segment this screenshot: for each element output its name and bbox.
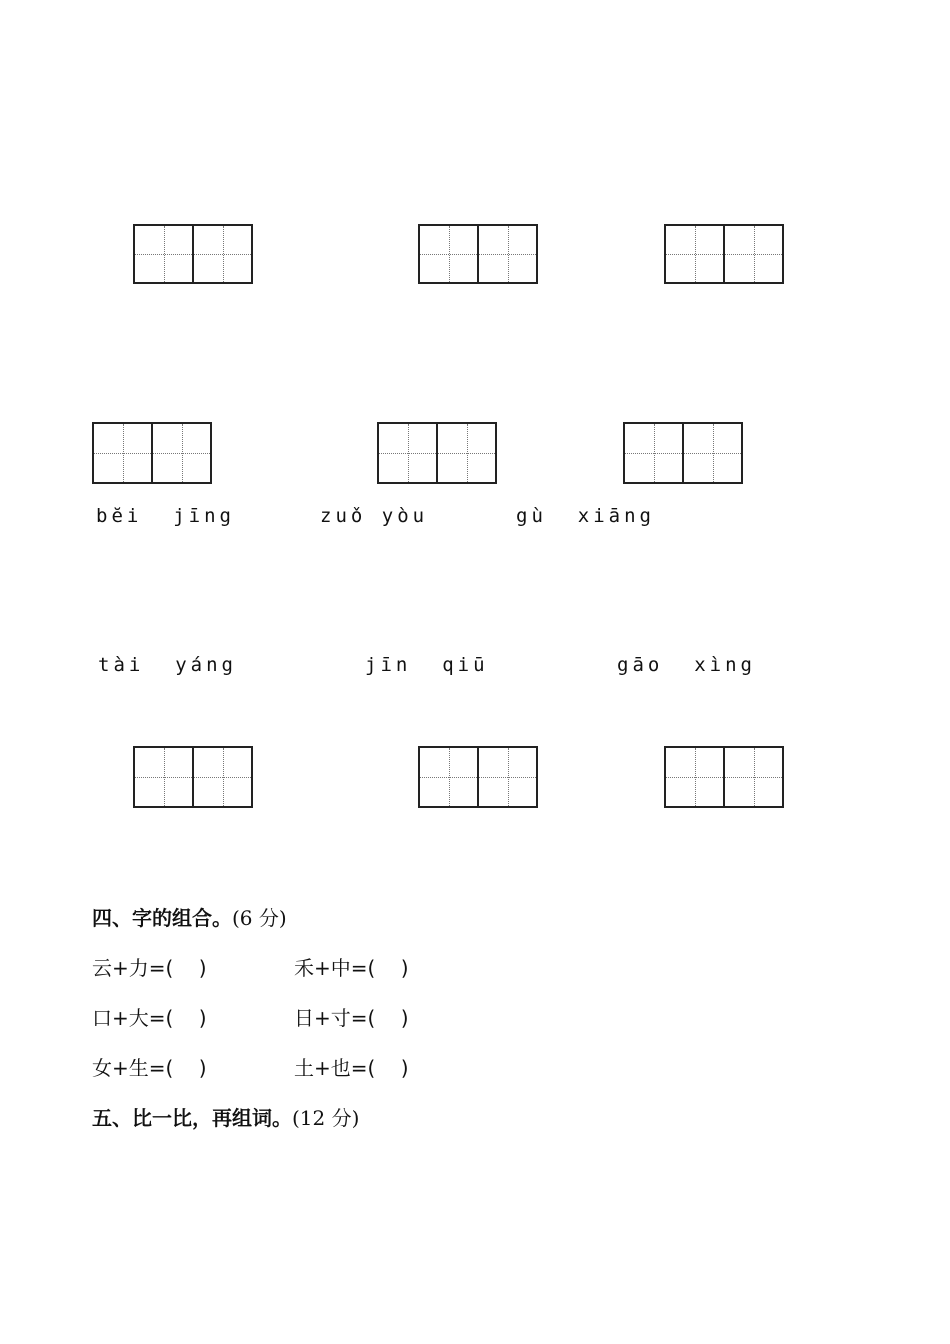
section-score: (12 分) (292, 1106, 360, 1130)
grid-cell[interactable] (151, 424, 210, 482)
writing-grid[interactable] (92, 422, 212, 484)
grid-cell[interactable] (477, 748, 536, 806)
character-combination[interactable]: 云+力=( ) (92, 956, 207, 980)
character-combination[interactable]: 口+大=( ) (92, 1006, 207, 1030)
pinyin-label: gù xiāng (516, 505, 655, 527)
grid-cell[interactable] (94, 424, 151, 482)
grid-cell[interactable] (379, 424, 436, 482)
pinyin-label: jīn qiū (365, 654, 489, 676)
grid-cell[interactable] (135, 226, 192, 282)
writing-grid[interactable] (133, 746, 253, 808)
writing-grid[interactable] (623, 422, 743, 484)
grid-cell[interactable] (477, 226, 536, 282)
grid-cell[interactable] (436, 424, 495, 482)
grid-cell[interactable] (135, 748, 192, 806)
character-combination[interactable]: 禾+中=( ) (294, 956, 409, 980)
pinyin-label: tài yáng (98, 654, 237, 676)
grid-cell[interactable] (420, 748, 477, 806)
section-title-text: 五、比一比，再组词。 (92, 1106, 292, 1130)
writing-grid[interactable] (664, 224, 784, 284)
grid-cell[interactable] (666, 226, 723, 282)
grid-cell[interactable] (192, 748, 251, 806)
grid-cell[interactable] (723, 748, 782, 806)
writing-grid[interactable] (418, 746, 538, 808)
writing-grid[interactable] (418, 224, 538, 284)
character-combination[interactable]: 日+寸=( ) (294, 1006, 409, 1030)
pinyin-label: bĕi jīng (96, 505, 235, 527)
character-combination[interactable]: 土+也=( ) (294, 1056, 409, 1080)
writing-grid[interactable] (664, 746, 784, 808)
character-combination[interactable]: 女+生=( ) (92, 1056, 207, 1080)
grid-cell[interactable] (682, 424, 741, 482)
section-title (92, 1102, 359, 1131)
pinyin-label: gāo xìng (617, 654, 756, 676)
section-title (92, 902, 287, 931)
section-score: (6 分) (232, 906, 287, 930)
grid-cell[interactable] (666, 748, 723, 806)
writing-grid[interactable] (133, 224, 253, 284)
writing-grid[interactable] (377, 422, 497, 484)
pinyin-label: zuǒ yòu (320, 505, 429, 527)
grid-cell[interactable] (192, 226, 251, 282)
grid-cell[interactable] (723, 226, 782, 282)
section-title-text: 四、字的组合。 (92, 906, 232, 930)
grid-cell[interactable] (420, 226, 477, 282)
grid-cell[interactable] (625, 424, 682, 482)
